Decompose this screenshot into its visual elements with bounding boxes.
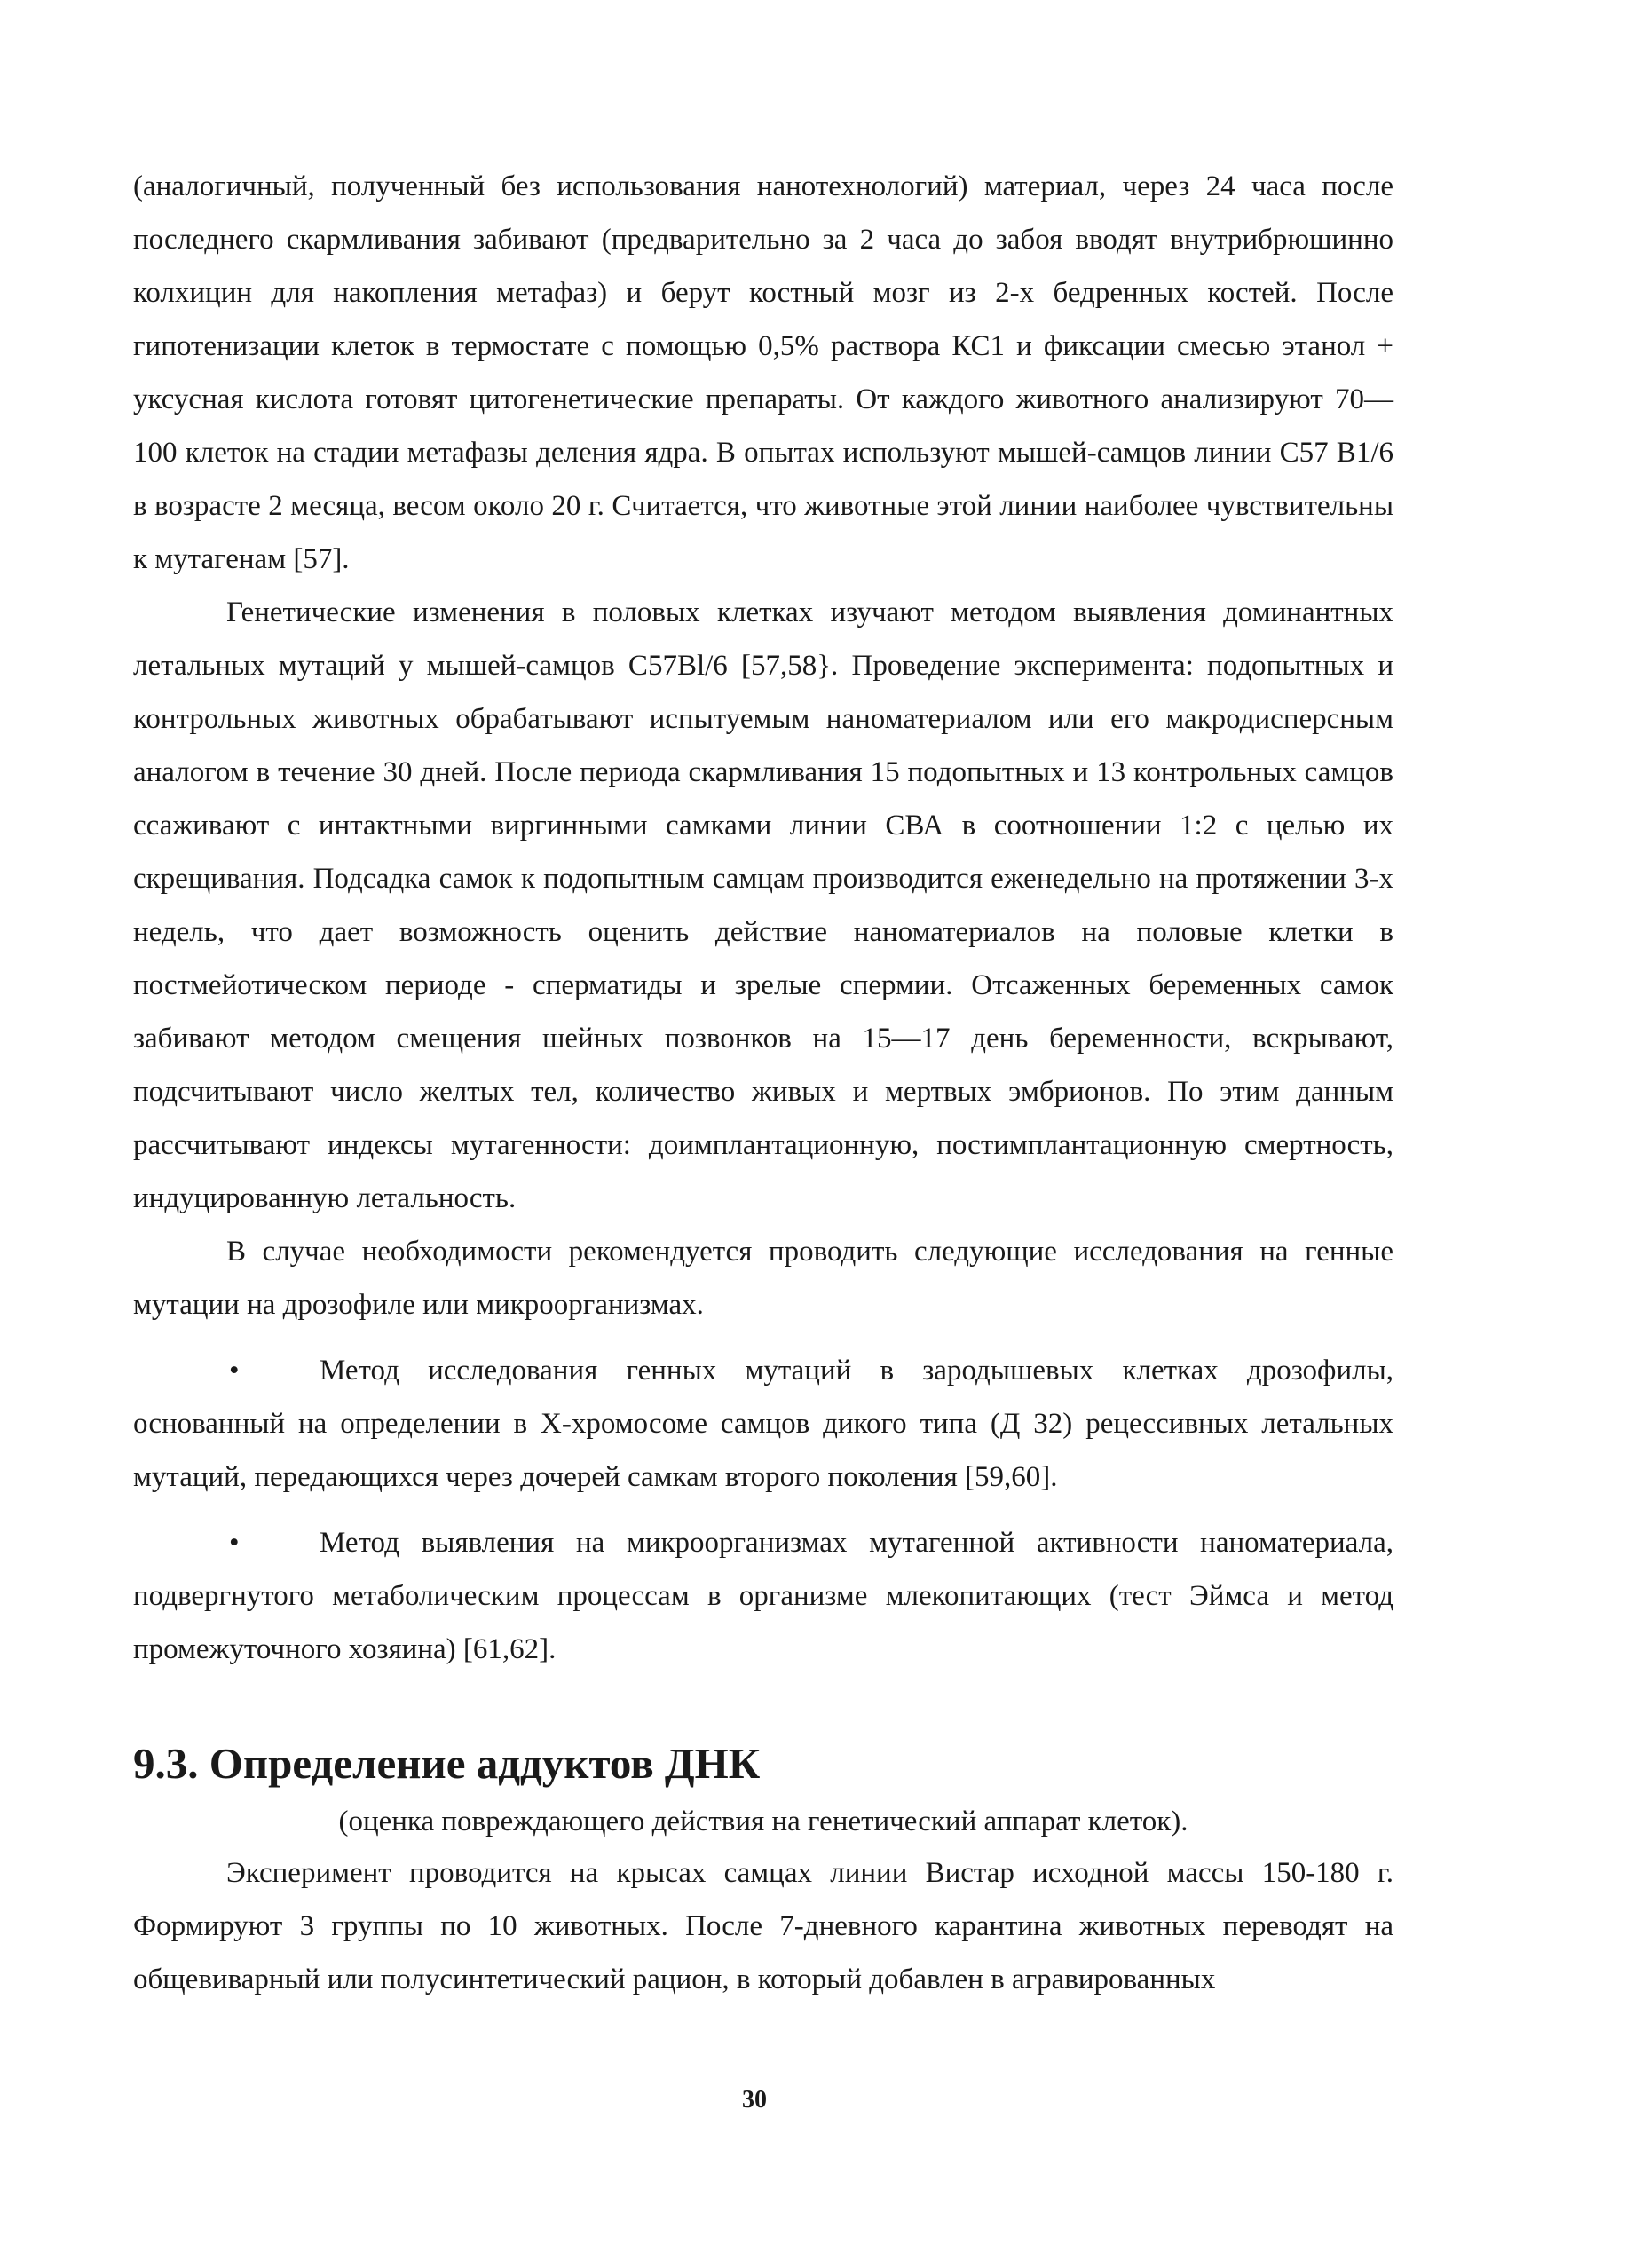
- bullet-mark: •: [229, 1355, 240, 1387]
- bullet-text: Метод исследования генных мутаций в зародышевых клетках дрозофилы, основанный на определении в Х-хромосоме самцов дикого типа (Д 32) рецессивных летальных мутаций, передающихся через дочерей самкам второго поколения [59,60].: [133, 1355, 1393, 1493]
- paragraph-additional-studies: В случае необходимости рекомендуется проводить следующие исследования на генные мутации на дрозофиле или микроорганизмах.: [133, 1236, 1393, 1321]
- page-number: 30: [742, 2086, 767, 2114]
- paragraph-dominant-lethal: Генетические изменения в половых клетках изучают методом выявления доминантных летальных мутаций у мышей-самцов С57Вl/6 [57,58}. Проведение эксперимента: подопытных и контрольных животных обрабатывают испытуемым наноматериалом или его макродисперсным аналогом в течение 30 дней. После периода скармливания 15 подопытных и 13 контрольных самцов ссаживают с интактными виргинными самками линии СВА в соотношении 1:2 с целью их скрещивания. Подсадка самок к подопытным самцам производится еженедельно на протяжении 3-х недель, что дает возможность оценить действие наноматериалов на половые клетки в постмейотическом периоде - сперматиды и зрелые спермии. Отсаженных беременных самок забивают методом смещения шейных позвонков на 15—17 день беременности, вскрывают, подсчитывают число желтых тел, количество живых и мертвых эмбрионов. По этим данным рассчитывают индексы мутагенности: доимплантационную, постимплантационную смертность, индуцированную летальность.: [133, 597, 1393, 1214]
- bullet-item-microorganisms: [133, 1516, 1393, 1676]
- bullet-text: Метод выявления на микроорганизмах мутагенной активности наноматериала, подвергнутого метаболическим процессам в организме млекопитающих (тест Эймса и метод промежуточного хозяина) [61,62].: [133, 1527, 1393, 1665]
- section-subtitle: (оценка повреждающего действия на генетический аппарат клеток).: [338, 1806, 1188, 1837]
- paragraph-methods-continuation: (аналогичный, полученный без использования нанотехнологий) материал, через 24 часа после последнего скармливания забивают (предварительно за 2 часа до забоя вводят внутрибрюшинно колхицин для накопления метафаз) и берут костный мозг из 2-х бедренных костей. После гипотенизации клеток в термостате с помощью 0,5% раствора КС1 и фиксации смесью этанол + уксусная кислота готовят цитогенетические препараты. От каждого животного анализируют 70—100 клеток на стадии метафазы деления ядра. В опытах используют мышей-самцов линии С57 В1/6 в возрасте 2 месяца, весом около 20 г. Считается, что животные этой линии наиболее чувствительны к мутагенам [57].: [133, 170, 1393, 575]
- section-heading: 9.3. Определение аддуктов ДНК: [133, 1739, 761, 1788]
- document-page: [133, 160, 1393, 2006]
- bullet-mark: •: [229, 1527, 240, 1559]
- paragraph-experiment: Эксперимент проводится на крысах самцах линии Вистар исходной массы 150-180 г. Формируют 3 группы по 10 животных. После 7-дневного карантина животных переводят на общевиварный или полусинтетический рацион, в который добавлен в агравированных: [133, 1857, 1393, 1995]
- bullet-item-drosophila: [133, 1344, 1393, 1504]
